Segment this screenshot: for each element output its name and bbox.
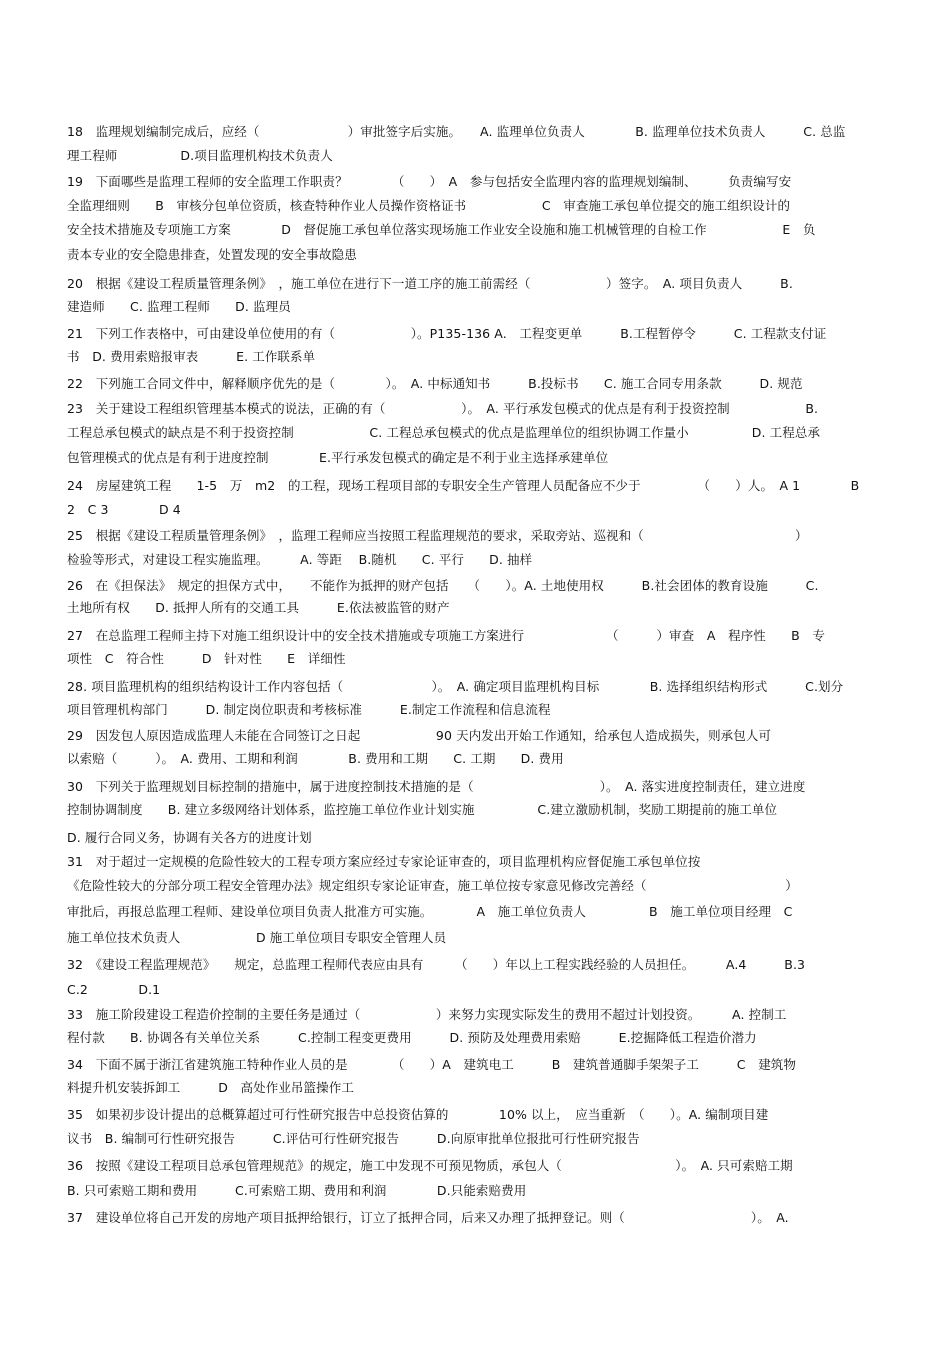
text-line: 书 D. 费用索赔报审表 E. 工作联系单 — [67, 349, 316, 364]
text-line: 料提升机安装拆卸工 D 高处作业吊篮操作工 — [67, 1080, 354, 1095]
text-line: B. 只可索赔工期和费用 C.可索赔工期、费用和利润 D.只能索赔费用 — [67, 1183, 527, 1198]
text-line: 程付款 B. 协调各有关单位关系 C.控制工程变更费用 D. 预防及处理费用索赔 E.挖掘降低工程造价潜力 — [67, 1030, 757, 1045]
text-line: 控制协调制度 B. 建立多级网络计划体系，监控施工单位作业计划实施 C.建立激励机制，奖励工期提前的施工单位 — [67, 802, 778, 817]
text-line: 19 下面哪些是监理工程师的安全监理工作职责？ （ ） A 参与包括安全监理内容的监理规划编制、 负责编写安 — [67, 174, 792, 189]
text-line: 《危险性较大的分部分项工程安全管理办法》规定组织专家论证审查，施工单位按专家意见修改完善经（ ） — [67, 878, 798, 893]
text-line: 理工程师 D.项目监理机构技术负责人 — [67, 148, 333, 163]
text-line: 34 下面不属于浙江省建筑施工特种作业人员的是 （ ）A 建筑电工 B 建筑普通脚手架架子工 C 建筑物 — [67, 1057, 797, 1072]
text-line: 28. 项目监理机构的组织结构设计工作内容包括（ ）。 A. 确定项目监理机构目标 B. 选择组织结构形式 C.划分 — [67, 679, 844, 694]
text-line: 27 在总监理工程师主持下对施工组织设计中的安全技术措施或专项施工方案进行 （ ）审查 A 程序性 B 专 — [67, 628, 825, 643]
text-line: 24 房屋建筑工程 1-5 万 m2 的工程，现场工程项目部的专职安全生产管理人员配备应不少于 （ ）人。 A 1 B — [67, 478, 860, 493]
text-line: 22 下列施工合同文件中，解释顺序优先的是（ ）。 A. 中标通知书 B.投标书 C. 施工合同专用条款 D. 规范 — [67, 376, 803, 391]
text-line: 30 下列关于监理规划目标控制的措施中，属于进度控制技术措施的是（ ）。 A. 落实进度控制责任，建立进度 — [67, 779, 806, 794]
text-line: 25 根据《建设工程质量管理条例》 ，监理工程师应当按照工程监理规范的要求，采取旁站、巡视和（ ） — [67, 528, 808, 543]
text-line: 32 《建设工程监理规范》 规定，总监理工程师代表应由具有 （ ）年以上工程实践经验的人员担任。 A.4 B.3 — [67, 957, 806, 972]
text-line: 29 因发包人原因造成监理人未能在合同签订之日起 90 天内发出开始工作通知，给承包人造成损失，则承包人可 — [67, 728, 772, 743]
text-line: 包管理模式的优点是有利于进度控制 E.平行承发包模式的确定是不利于业主选择承建单位 — [67, 450, 609, 465]
text-line: 工程总承包模式的缺点是不利于投资控制 C. 工程总承包模式的优点是监理单位的组织协调工作量小 D. 工程总承 — [67, 425, 821, 440]
text-line: 责本专业的安全隐患排查，处置发现的安全事故隐患 — [67, 247, 357, 262]
text-line: 审批后，再报总监理工程师、建设单位项目负责人批准方可实施。 A 施工单位负责人 B 施工单位项目经理 C — [67, 904, 793, 919]
text-line: 项目管理机构部门 D. 制定岗位职责和考核标准 E.制定工作流程和信息流程 — [67, 702, 551, 717]
text-line: 35 如果初步设计提出的总概算超过可行性研究报告中总投资估算的 10% 以上， 应当重新 （ ）。A. 编制项目建 — [67, 1107, 769, 1122]
text-line: C.2 D.1 — [67, 982, 161, 997]
text-line: 37 建设单位将自己开发的房地产项目抵押给银行，订立了抵押合同，后来又办理了抵押登记。则（ ）。 A. — [67, 1210, 789, 1225]
text-line: 21 下列工作表格中，可由建设单位使用的有（ ）。P135-136 A. 工程变更单 B.工程暂停令 C. 工程款支付证 — [67, 326, 827, 341]
text-line: 安全技术措施及专项施工方案 D 督促施工承包单位落实现场施工作业安全设施和施工机械管理的自检工作 E 负 — [67, 222, 816, 237]
text-line: 36 按照《建设工程项目总承包管理规范》的规定，施工中发现不可预见物质，承包人（ ）。 A. 只可索赔工期 — [67, 1158, 793, 1173]
text-line: 议书 B. 编制可行性研究报告 C.评估可行性研究报告 D.向原审批单位报批可行性研究报告 — [67, 1131, 640, 1146]
text-line: 以索赔（ ）。 A. 费用、工期和利润 B. 费用和工期 C. 工期 D. 费用 — [67, 751, 564, 766]
text-line: 检验等形式，对建设工程实施监理。 A. 等距 B.随机 C. 平行 D. 抽样 — [67, 552, 533, 567]
text-line: 18 监理规划编制完成后，应经（ ）审批签字后实施。 A. 监理单位负责人 B. 监理单位技术负责人 C. 总监 — [67, 124, 846, 139]
text-line: 2 C 3 D 4 — [67, 502, 181, 517]
text-line: 31 对于超过一定规模的危险性较大的工程专项方案应经过专家论证审查的，项目监理机构应督促施工承包单位按 — [67, 854, 701, 869]
text-line: 全监理细则 B 审核分包单位资质，核查特种作业人员操作资格证书 C 审查施工承包单位提交的施工组织设计的 — [67, 198, 791, 213]
text-line: D. 履行合同义务，协调有关各方的进度计划 — [67, 830, 312, 845]
text-line: 土地所有权 D. 抵押人所有的交通工具 E.依法被监管的财产 — [67, 600, 450, 615]
text-line: 23 关于建设工程组织管理基本模式的说法，正确的有（ ）。 A. 平行承发包模式的优点是有利于投资控制 B. — [67, 401, 819, 416]
text-line: 26 在《担保法》 规定的担保方式中， 不能作为抵押的财产包括 （ ）。A. 土地使用权 B.社会团体的教育设施 C. — [67, 578, 819, 593]
text-line: 33 施工阶段建设工程造价控制的主要任务是通过（ ）来努力实现实际发生的费用不超过计划投资。 A. 控制工 — [67, 1007, 787, 1022]
text-line: 建造师 C. 监理工程师 D. 监理员 — [67, 299, 291, 314]
text-line: 施工单位技术负责人 D 施工单位项目专职安全管理人员 — [67, 930, 447, 945]
text-line: 项性 C 符合性 D 针对性 E 详细性 — [67, 651, 346, 666]
text-line: 20 根据《建设工程质量管理条例》 ，施工单位在进行下一道工序的施工前需经（ ）签字。 A. 项目负责人 B. — [67, 276, 793, 291]
